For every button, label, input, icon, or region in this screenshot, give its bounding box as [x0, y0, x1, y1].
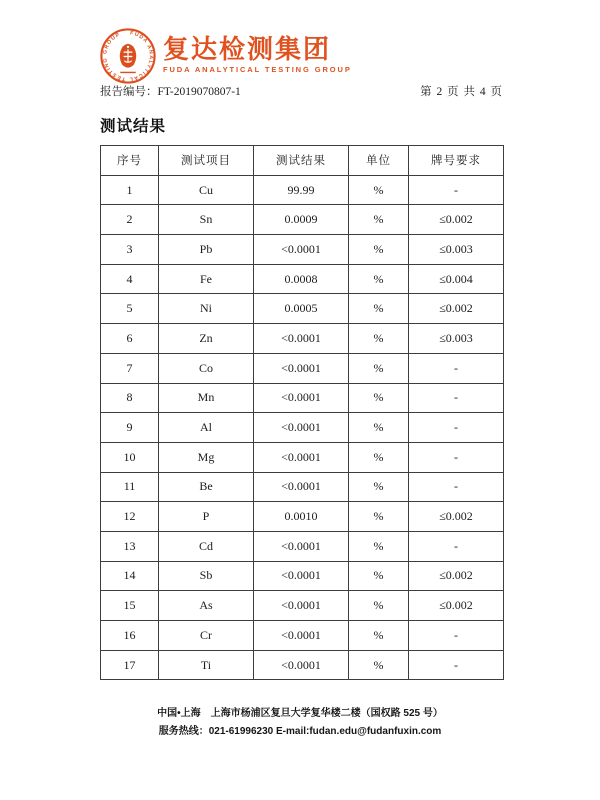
table-cell: 12	[101, 502, 159, 532]
table-cell: -	[409, 621, 504, 651]
table-cell: ≤0.002	[409, 205, 504, 235]
table-row	[101, 442, 504, 472]
table-cell: ≤0.002	[409, 502, 504, 532]
table-cell: <0.0001	[254, 650, 349, 680]
table-row	[101, 235, 504, 265]
table-cell: %	[349, 294, 409, 324]
column-header: 序号	[101, 146, 159, 176]
table-cell: Mn	[159, 383, 254, 413]
table-cell: -	[409, 383, 504, 413]
table-cell: ≤0.003	[409, 235, 504, 265]
table-cell: %	[349, 591, 409, 621]
table-cell: 3	[101, 235, 159, 265]
table-cell: Ti	[159, 650, 254, 680]
company-logo	[99, 27, 352, 85]
table-row	[101, 294, 504, 324]
table-cell: 15	[101, 591, 159, 621]
table-cell: 16	[101, 621, 159, 651]
table-cell: Zn	[159, 324, 254, 354]
report-number-value: FT-2019070807-1	[157, 86, 241, 98]
table-cell: Pb	[159, 235, 254, 265]
table-cell: <0.0001	[254, 235, 349, 265]
column-header: 测试结果	[254, 146, 349, 176]
table-cell: <0.0001	[254, 324, 349, 354]
table-cell: %	[349, 264, 409, 294]
table-cell: 14	[101, 561, 159, 591]
page-indicator: 第 2 页 共 4 页	[420, 86, 503, 98]
table-cell: %	[349, 324, 409, 354]
seal-emblem	[120, 44, 136, 68]
table-cell: <0.0001	[254, 413, 349, 443]
table-cell: Mg	[159, 442, 254, 472]
table-cell: %	[349, 561, 409, 591]
table-cell: Al	[159, 413, 254, 443]
document-footer	[0, 705, 600, 741]
table-header-row	[101, 146, 504, 176]
table-cell: Ni	[159, 294, 254, 324]
table-cell: %	[349, 472, 409, 502]
table-cell: <0.0001	[254, 531, 349, 561]
table-cell: -	[409, 472, 504, 502]
table-row	[101, 353, 504, 383]
table-cell: 8	[101, 383, 159, 413]
table-cell: 6	[101, 324, 159, 354]
table-cell: -	[409, 531, 504, 561]
results-table	[100, 145, 504, 680]
table-row	[101, 531, 504, 561]
table-row	[101, 324, 504, 354]
table-cell: <0.0001	[254, 383, 349, 413]
column-header: 测试项目	[159, 146, 254, 176]
logo-text	[163, 27, 352, 75]
table-cell: %	[349, 235, 409, 265]
table-cell: %	[349, 353, 409, 383]
report-number-label: 报告编号：	[100, 86, 158, 98]
table-row	[101, 591, 504, 621]
table-cell: Fe	[159, 264, 254, 294]
table-cell: <0.0001	[254, 353, 349, 383]
table-row	[101, 205, 504, 235]
table-cell: ≤0.002	[409, 591, 504, 621]
table-cell: %	[349, 205, 409, 235]
table-cell: Cu	[159, 175, 254, 205]
table-cell: As	[159, 591, 254, 621]
table-cell: %	[349, 531, 409, 561]
table-cell: %	[349, 442, 409, 472]
table-cell: %	[349, 621, 409, 651]
table-cell: -	[409, 650, 504, 680]
table-cell: %	[349, 650, 409, 680]
table-row	[101, 472, 504, 502]
footer-contact: 服务热线：021-61996230 E-mail:fudan.edu@fudanfuxin.com	[158, 726, 442, 737]
table-row	[101, 175, 504, 205]
table-cell: ≤0.004	[409, 264, 504, 294]
table-cell: %	[349, 502, 409, 532]
column-header: 单位	[349, 146, 409, 176]
table-cell: Co	[159, 353, 254, 383]
table-cell: 0.0010	[254, 502, 349, 532]
seal-ring-text: FUDA ANALYTICAL TESTING GROUP	[102, 30, 154, 82]
company-seal-icon	[99, 27, 157, 85]
company-name-en: FUDA ANALYTICAL TESTING GROUP	[163, 65, 352, 74]
table-row	[101, 264, 504, 294]
table-cell: 2	[101, 205, 159, 235]
table-cell: 13	[101, 531, 159, 561]
table-cell: 11	[101, 472, 159, 502]
table-row	[101, 650, 504, 680]
table-cell: 0.0005	[254, 294, 349, 324]
section-title: 测试结果	[100, 118, 167, 135]
table-cell: 1	[101, 175, 159, 205]
table-cell: 17	[101, 650, 159, 680]
table-cell: 0.0009	[254, 205, 349, 235]
table-cell: Sb	[159, 561, 254, 591]
table-cell: -	[409, 442, 504, 472]
table-cell: 7	[101, 353, 159, 383]
table-cell: P	[159, 502, 254, 532]
table-cell: 9	[101, 413, 159, 443]
table-cell: <0.0001	[254, 621, 349, 651]
table-cell: 4	[101, 264, 159, 294]
table-cell: ≤0.003	[409, 324, 504, 354]
table-cell: ≤0.002	[409, 294, 504, 324]
table-cell: <0.0001	[254, 591, 349, 621]
report-number	[100, 83, 241, 99]
table-cell: Cd	[159, 531, 254, 561]
table-cell: Sn	[159, 205, 254, 235]
table-row	[101, 383, 504, 413]
table-cell: 5	[101, 294, 159, 324]
table-cell: 0.0008	[254, 264, 349, 294]
report-meta-row	[100, 83, 503, 99]
table-row	[101, 561, 504, 591]
table-cell: Be	[159, 472, 254, 502]
table-cell: <0.0001	[254, 472, 349, 502]
column-header: 牌号要求	[409, 146, 504, 176]
table-cell: 99.99	[254, 175, 349, 205]
table-cell: <0.0001	[254, 561, 349, 591]
table-row	[101, 621, 504, 651]
table-cell: -	[409, 413, 504, 443]
table-cell: 10	[101, 442, 159, 472]
table-cell: %	[349, 383, 409, 413]
table-cell: -	[409, 353, 504, 383]
table-cell: <0.0001	[254, 442, 349, 472]
table-row	[101, 502, 504, 532]
table-cell: %	[349, 175, 409, 205]
table-row	[101, 413, 504, 443]
table-cell: %	[349, 413, 409, 443]
table-cell: -	[409, 175, 504, 205]
footer-address: 中国•上海 上海市杨浦区复旦大学复华楼二楼（国权路 525 号）	[157, 708, 443, 719]
company-name-cn: 复达检测集团	[163, 34, 332, 64]
table-cell: ≤0.002	[409, 561, 504, 591]
table-cell: Cr	[159, 621, 254, 651]
